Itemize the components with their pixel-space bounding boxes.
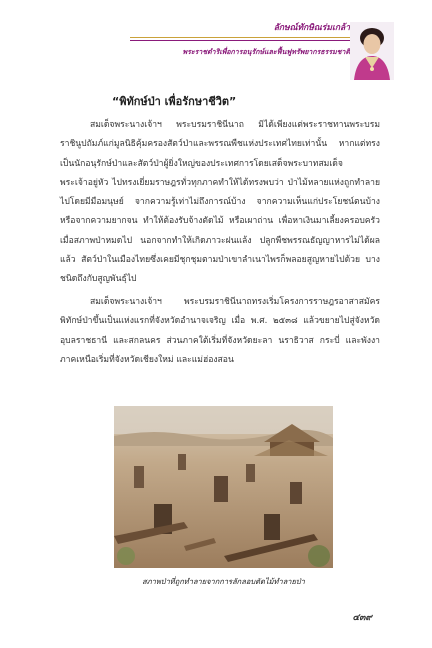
photo-caption: สภาพป่าที่ถูกทำลายจากการลักลอบตัดไม้ทำลายป่า xyxy=(142,577,305,586)
page-number: ๔๓๙ xyxy=(352,613,372,623)
header-gold-rule xyxy=(130,37,352,38)
header-title: ลักษณ์ทักษิณร่มเกล้า xyxy=(273,23,350,33)
portrait-illustration xyxy=(350,22,394,80)
header-purple-rule xyxy=(130,40,352,41)
deforestation-illustration xyxy=(114,406,333,568)
deforestation-photo xyxy=(114,406,333,568)
header-subtitle: พระราชดำริเพื่อการอนุรักษ์และฟื้นฟูทรัพยากรธรรมชาติ xyxy=(182,48,350,56)
body-paragraph-2: สมเด็จพระนางเจ้าฯ พระบรมราชินีนาถทรงเริ่มโครงการราษฎรอาสาสมัครพิทักษ์ป่าขึ้นเป็นแห่งแรกที่จังหวัดอำนาจเจริญ เมื่อ พ.ศ. ๒๕๓๘ แล้วขยายไปสู่จังหวัดอุบลราชธานี และสกลนคร ส่วนภาคใต้เริ่มที่จังหวัดยะลา นราธิวาส กระบี่ และพังงา ภาคเหนือเริ่มที่จังหวัดเชียงใหม่ และแม่ฮ่องสอน xyxy=(60,297,380,365)
portrait-image xyxy=(350,22,394,80)
body-paragraph-1: สมเด็จพระนางเจ้าฯ พระบรมราชินีนาถ มิได้เพียงแต่พระราชทานพระบรมราชินูปถัมภ์แก่มูลนิธิคุ้มครองสัตว์ป่าและพรรณพืชแห่งประเทศไทยเท่านั้น หากแต่ทรงเป็นนักอนุรักษ์ป่าและสัตว์ป่าผู้ยิ่งใหญ่ของประเทศการโดยเสด็จพระบาทสมเด็จพระเจ้าอยู่หัว ไปทรงเยี่ยมราษฎรทั่วทุกภาคทำให้ได้ทรงพบว่า ป่าไม้หลายแห่งถูกทำลายไปโดยมีมือมนุษย์ จากความรู้เท่าไม่ถึงการณ์บ้าง จากความเห็นแก่ประโยชน์ตนบ้าง หรือจากความยากจน ทำให้ต้องรับจ้างตัดไม้ หรือเผาถ่าน เพื่อหาเงินมาเลี้ยงครอบครัว เมื่อสภาพป่าหมดไป นอกจากทำให้เกิดภาวะฝนแล้ง ปลูกพืชพรรณธัญญาหารไม่ได้ผลแล้ว สัตว์ป่าในเมืองไทยซึ่งเคยมีชุกชุมตามป่าเขาลำเนาไพรก็พลอยสูญหายไปด้วย บางชนิดถึงกับสูญพันธุ์ไป xyxy=(60,120,380,285)
page-header xyxy=(0,0,432,90)
section-heading: “พิทักษ์ป่า เพื่อรักษาชีวิต” xyxy=(112,95,237,108)
